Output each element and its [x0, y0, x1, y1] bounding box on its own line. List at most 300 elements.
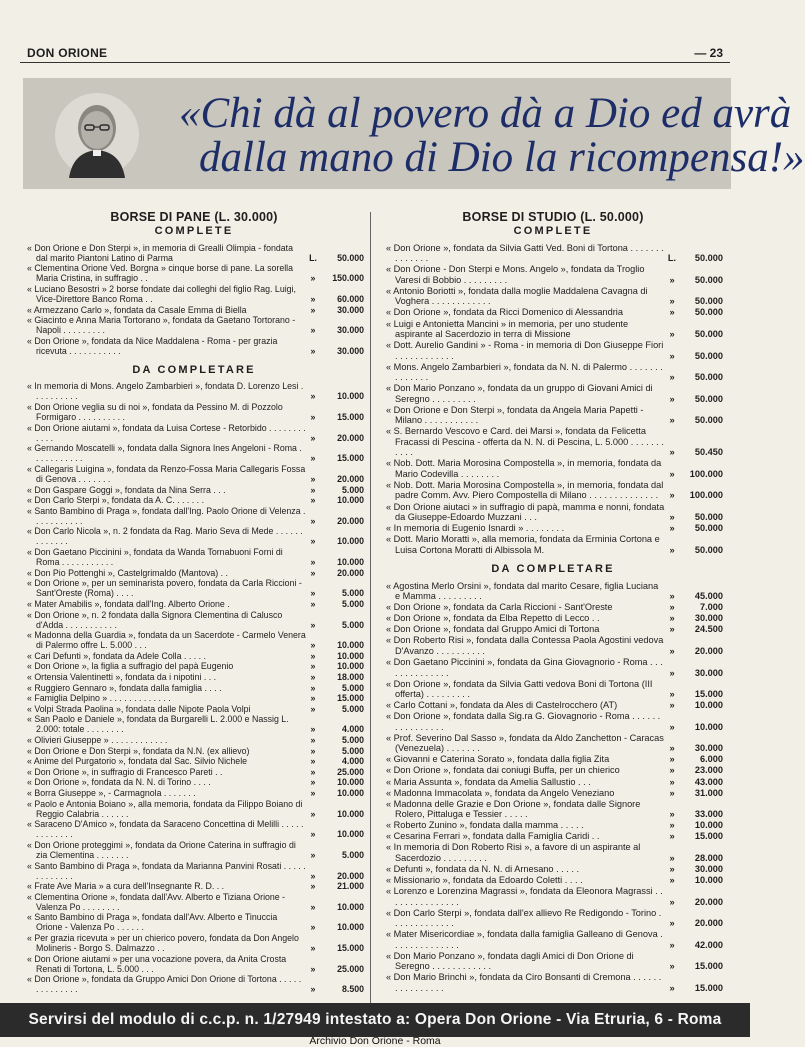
- entry-text: « Don Orione e Don Sterpi », fondata da N.N. (ex allievo): [27, 745, 250, 756]
- entry-currency: »: [310, 273, 316, 284]
- entry-currency: »: [310, 473, 316, 484]
- entry-text: « Don Pio Pottenghi », Castelgrimaldo (Mantova) . .: [27, 567, 228, 578]
- list-item: [383, 864, 723, 874]
- list-item: [24, 243, 364, 263]
- entry-currency: »: [310, 881, 316, 892]
- entry-text: « Don Mario Ponzano », fondata da un gruppo di Giovani Amici di Seregno . . . . . . . . .: [386, 383, 653, 404]
- entry-currency: »: [310, 849, 316, 860]
- right-incomplete-heading: DA COMPLETARE: [491, 563, 615, 576]
- entry-text: « Mons. Angelo Zambarbieri », fondata da N. N. di Palermo . . . . . . . . . . . . . .: [386, 361, 663, 383]
- list-item: [24, 767, 364, 777]
- entry-currency: »: [310, 661, 316, 672]
- right-column: [383, 210, 723, 994]
- entry-amount: 20.000: [337, 567, 364, 578]
- entry-amount: 10.000: [337, 922, 364, 933]
- entry-currency: »: [310, 724, 316, 735]
- entry-text: « Don Gaspare Goggi », fondata da Nina Serra . . .: [27, 484, 226, 495]
- entry-text: « Don Carlo Sterpi », fondata da A. C. . . . . . .: [27, 495, 205, 506]
- right-complete-list: [383, 243, 723, 555]
- entry-currency: »: [310, 766, 316, 777]
- list-item: [24, 954, 364, 974]
- list-item: [24, 819, 364, 839]
- entry-amount: 10.000: [337, 557, 364, 568]
- list-item: [24, 495, 364, 505]
- entry-currency: »: [669, 787, 675, 798]
- list-item: [24, 464, 364, 484]
- list-item: [383, 480, 723, 501]
- entry-amount: 6.000: [700, 754, 723, 765]
- entry-text: « Frate Ave Maria » a cura dell'Insegnante R. D. . .: [27, 881, 225, 892]
- entry-amount: 15.000: [694, 961, 723, 972]
- entry-amount: 28.000: [694, 852, 723, 863]
- list-item: [24, 756, 364, 766]
- entry-amount: 43.000: [694, 776, 723, 787]
- entry-amount: 15.000: [337, 412, 364, 423]
- quote-line-2: dalla mano di Dio la ricompensa!»: [199, 134, 805, 181]
- entry-amount: 10.000: [694, 700, 723, 711]
- entry-text: « Agostina Merlo Orsini », fondata dal marito Cesare, figlia Luciana e Mamma . . . . . . . . .: [386, 580, 659, 602]
- entry-text: « Borra Giuseppe », - Carmagnola . . . . . . .: [27, 788, 196, 799]
- magazine-title: DON ORIONE: [27, 46, 108, 60]
- list-item: [383, 799, 723, 820]
- entry-amount: 31.000: [694, 787, 723, 798]
- right-section-title: BORSE DI STUDIO (L. 50.000): [462, 210, 644, 224]
- entry-currency: »: [669, 875, 675, 886]
- list-item: [24, 651, 364, 661]
- entry-text: « Luigi e Antonietta Mancini » in memoria, per uno studente aspirante al Sacerdozio in terra di Missione: [386, 318, 629, 340]
- entry-text: « Missionario », fondata da Edoardo Coletti . . . .: [386, 875, 583, 886]
- list-item: [24, 423, 364, 443]
- list-item: [383, 700, 723, 710]
- entry-currency: »: [669, 831, 675, 842]
- entry-amount: 50.000: [694, 544, 723, 555]
- entry-text: « Don Roberto Risi », fondata dalla Contessa Paola Agostini vedova D'Avanzo . . . . . . . . . .: [386, 635, 664, 656]
- entry-currency: »: [310, 598, 316, 609]
- list-item: [24, 912, 364, 932]
- entry-text: « Nob. Dott. Maria Morosina Compostella », in memoria, fondata da Mario Codevilla . . . . . . . .: [386, 458, 662, 479]
- entry-currency: »: [669, 820, 675, 831]
- entry-text: « Don Orione », fondata da Ricci Domenico di Alessandria: [386, 307, 623, 318]
- entry-amount: 10.000: [337, 650, 364, 661]
- entry-amount: 20.000: [337, 432, 364, 443]
- entry-currency: »: [310, 943, 316, 954]
- entry-currency: »: [669, 852, 675, 863]
- entry-text: « Clementina Orione », fondata dall'Avv. Alberto e Tiziana Orione - Valenza Po . . . . . . . .: [27, 891, 286, 912]
- entry-currency: »: [669, 896, 675, 907]
- entry-text: « Don Orione », n. 2 fondata dalla Signora Clementina di Calusco d'Adda . . . . . . . . . . .: [27, 609, 283, 630]
- entry-text: « Carlo Cottani », fondata da Ales di Castelrocchero (AT): [386, 700, 618, 711]
- entry-amount: 18.000: [337, 671, 364, 682]
- list-item: [383, 929, 723, 950]
- list-item: [383, 657, 723, 678]
- entry-amount: 50.000: [694, 329, 723, 340]
- list-item: [24, 568, 364, 578]
- entry-text: « Don Gaetano Piccinini », fondata da Wanda Tornabuoni Forni di Roma . . . . . . . . . . .: [27, 547, 283, 568]
- entry-amount: 50.000: [694, 415, 723, 426]
- entry-currency: »: [669, 296, 675, 307]
- entry-amount: 15.000: [694, 982, 723, 993]
- entry-amount: 21.000: [337, 881, 364, 892]
- archive-caption: Archivio Don Orione - Roma: [309, 1035, 441, 1047]
- list-item: [383, 754, 723, 764]
- list-item: [24, 402, 364, 422]
- list-item: [383, 286, 723, 307]
- entry-amount: 30.000: [694, 613, 723, 624]
- list-item: [383, 523, 723, 533]
- entry-currency: »: [310, 557, 316, 568]
- entry-currency: »: [310, 567, 316, 578]
- entry-amount: 10.000: [337, 829, 364, 840]
- entry-currency: »: [669, 645, 675, 656]
- entry-amount: 10.000: [337, 901, 364, 912]
- entry-amount: 24.500: [694, 624, 723, 635]
- entry-amount: 20.000: [337, 515, 364, 526]
- entry-currency: »: [669, 689, 675, 700]
- left-incomplete-heading: DA COMPLETARE: [132, 363, 256, 376]
- entry-amount: 50.000: [694, 307, 723, 318]
- entry-text: « Don Orione », fondata da N. N. di Torino . . . .: [27, 777, 211, 788]
- entry-amount: 15.000: [337, 693, 364, 704]
- entry-amount: 50.000: [694, 350, 723, 361]
- entry-text: « Don Orione », fondata da Silvia Gatti vedova Boni di Tortona (III offerta) . . . . . . . . .: [386, 678, 653, 700]
- entry-currency: »: [310, 650, 316, 661]
- list-item: [383, 733, 723, 754]
- entry-amount: 25.000: [337, 766, 364, 777]
- list-item: [24, 693, 364, 703]
- entry-amount: 10.000: [694, 721, 723, 732]
- entry-amount: 15.000: [694, 831, 723, 842]
- entry-text: « Don Orione », per un seminarista povero, fondata da Carla Riccioni - Sant'Oreste (Roma) . . . .: [27, 578, 302, 599]
- list-item: [24, 672, 364, 682]
- column-divider: [370, 212, 371, 1007]
- list-item: [24, 547, 364, 567]
- entry-text: « Don Orione aiutami » per una vocazione povera, da Anita Crosta Renati di Tortona, L. 5.000 . . .: [27, 953, 287, 974]
- entry-amount: 5.000: [341, 682, 364, 693]
- list-item: [24, 799, 364, 819]
- payment-footer: Servirsi del modulo di c.c.p. n. 1/27949 intestato a: Opera Don Orione - Via Etruria, 6 - Roma: [0, 1003, 750, 1037]
- entry-currency: »: [310, 484, 316, 495]
- entry-currency: L.: [667, 253, 677, 264]
- list-item: [24, 506, 364, 526]
- entry-text: « Defunti », fondata da N. N. di Arnesano . . . . .: [386, 863, 580, 874]
- entry-amount: 150.000: [332, 273, 364, 284]
- list-item: [383, 426, 723, 457]
- entry-currency: »: [310, 391, 316, 402]
- entry-amount: 10.000: [337, 777, 364, 788]
- entry-currency: »: [310, 693, 316, 704]
- entry-text: « Cesarina Ferrari », fondata dalla Famiglia Caridi . .: [386, 831, 600, 842]
- list-item: [24, 735, 364, 745]
- entry-text: « S. Bernardo Vescovo e Card. dei Marsi », fondata da Felicetta Fracassi di Pescina - offerta da N. N. di Pescina, L. 5.000 . . . . . . . . . . .: [386, 426, 664, 458]
- entry-currency: »: [310, 345, 316, 356]
- entry-currency: »: [310, 901, 316, 912]
- entry-currency: »: [669, 961, 675, 972]
- entry-currency: »: [310, 412, 316, 423]
- entry-text: « Don Orione », fondata dalla Sig.ra G. Giovagnorio - Roma . . . . . . . . . . . . . . . .: [386, 711, 661, 732]
- entry-currency: »: [669, 667, 675, 678]
- left-complete-heading: COMPLETE: [154, 225, 234, 238]
- entry-amount: 10.000: [337, 536, 364, 547]
- left-column: [24, 210, 364, 995]
- list-item: [24, 485, 364, 495]
- entry-amount: 20.000: [694, 645, 723, 656]
- entry-text: « Cari Defunti », fondata da Adele Colla . . . . .: [27, 650, 206, 661]
- entry-text: « Don Orione », fondata dai coniugi Buffa, per un chierico: [386, 765, 620, 776]
- entry-currency: »: [669, 700, 675, 711]
- entry-currency: »: [310, 703, 316, 714]
- entry-amount: 10.000: [694, 875, 723, 886]
- entry-currency: »: [669, 591, 675, 602]
- entry-text: « Lorenzo e Lorenzina Magrassi », fondata da Eleonora Magrassi . . . . . . . . . . . . . . .: [386, 886, 663, 907]
- entry-amount: 30.000: [337, 325, 364, 336]
- entry-text: « Madonna della Guardia », fondata da un Sacerdote - Carmelo Venera di Palermo offre L. 5.000 . . .: [27, 630, 306, 651]
- entry-currency: »: [310, 745, 316, 756]
- list-item: [383, 711, 723, 732]
- entry-currency: »: [310, 829, 316, 840]
- entry-currency: »: [669, 939, 675, 950]
- entry-text: « In memoria di Eugenio Isnardi » . . . . . . . .: [386, 523, 565, 534]
- list-item: [383, 820, 723, 830]
- entry-currency: »: [310, 588, 316, 599]
- left-complete-list: [24, 243, 364, 356]
- entry-text: « Clementina Orione Ved. Borgna » cinque borse di pane. La sorella Maria Cristina, in suffragio . .: [27, 263, 294, 284]
- list-item: [383, 319, 723, 340]
- entry-currency: »: [669, 544, 675, 555]
- right-complete-heading: COMPLETE: [513, 225, 593, 238]
- entry-currency: »: [669, 721, 675, 732]
- entry-currency: »: [669, 447, 675, 458]
- entry-currency: »: [310, 515, 316, 526]
- entry-amount: 20.000: [694, 896, 723, 907]
- entry-text: « Gernando Moscatelli », fondata dalla Signora Ines Angeloni - Roma . . . . . . . . . . .: [27, 443, 302, 464]
- entry-text: « Saraceno D'Amico », fondata da Saraceno Concettina di Melilli . . . . . . . . . . . . .: [27, 819, 304, 840]
- entry-currency: »: [669, 350, 675, 361]
- entry-currency: »: [310, 682, 316, 693]
- entry-text: « Don Mario Brinchi », fondata da Ciro Bonsanti di Cremona . . . . . . . . . . . . . . . .: [386, 972, 662, 993]
- entry-currency: »: [310, 453, 316, 464]
- entry-amount: 5.000: [341, 588, 364, 599]
- entry-amount: 15.000: [337, 943, 364, 954]
- entry-amount: 10.000: [337, 788, 364, 799]
- entry-text: « Don Orione aiutami », fondata da Luisa Cortese - Retorbido . . . . . . . . . . . .: [27, 422, 306, 443]
- entry-currency: »: [669, 624, 675, 635]
- entry-currency: »: [669, 274, 675, 285]
- entry-currency: »: [310, 671, 316, 682]
- entry-currency: »: [310, 294, 316, 305]
- entry-currency: »: [669, 523, 675, 534]
- entry-currency: »: [310, 922, 316, 933]
- list-item: [383, 679, 723, 700]
- entry-currency: »: [310, 788, 316, 799]
- list-item: [24, 788, 364, 798]
- entry-currency: »: [669, 754, 675, 765]
- entry-amount: 10.000: [337, 640, 364, 651]
- entry-text: « Don Orione », fondata da Carla Riccioni - Sant'Oreste: [386, 602, 613, 613]
- entry-text: « Mater Misericordiae », fondata dalla famiglia Galleano di Genova . . . . . . . . . . . . . .: [386, 929, 663, 950]
- list-item: [383, 602, 723, 612]
- right-incomplete-list: [383, 581, 723, 994]
- list-item: [383, 534, 723, 555]
- entry-amount: 15.000: [337, 453, 364, 464]
- page-number: — 23: [694, 46, 723, 60]
- list-item: [383, 362, 723, 383]
- entry-text: « Armezzano Carlo », fondata da Casale Emma di Biella: [27, 304, 247, 315]
- list-item: [383, 972, 723, 993]
- entry-amount: 5.000: [341, 619, 364, 630]
- entry-amount: 33.000: [694, 809, 723, 820]
- entry-amount: 5.000: [341, 598, 364, 609]
- entry-currency: »: [669, 918, 675, 929]
- entry-text: « Madonna delle Grazie e Don Orione », fondata dalle Signore Rolero, Pittaluga e Tessier . . . . .: [386, 798, 641, 820]
- entry-text: « Famiglia Delpino » . . . . . . . . . . . . .: [27, 693, 171, 704]
- entry-text: « In memoria di Mons. Angelo Zambarbieri », fondata D. Lorenzo Lesi . . . . . . . . . .: [27, 381, 304, 402]
- list-item: [383, 613, 723, 623]
- list-item: [24, 630, 364, 650]
- quote-line-1: «Chi dà al povero dà a Dio ed avrà: [179, 90, 792, 137]
- entry-text: « Don Orione », fondata da Nice Maddalena - Roma - per grazia ricevuta . . . . . . . . . . .: [27, 335, 278, 356]
- entry-text: « Callegaris Luigina », fondata da Renzo-Fossa Maria Callegaris Fossa di Genova . . . . . . .: [27, 463, 306, 484]
- list-item: [24, 599, 364, 609]
- list-item: [24, 526, 364, 546]
- entry-amount: 5.000: [341, 703, 364, 714]
- entry-text: « Don Orione », in suffragio di Francesco Pareti . .: [27, 766, 223, 777]
- entry-currency: »: [310, 777, 316, 788]
- entry-text: « Don Orione », fondata da Gruppo Amici Don Orione di Tortona . . . . . . . . . . . . . .: [27, 974, 302, 995]
- entry-text: « San Paolo e Daniele », fondata da Burgarelli L. 2.000 e Nassig L. 2.000: totale . . . . . . . .: [27, 714, 289, 735]
- list-item: [24, 336, 364, 356]
- entry-currency: »: [669, 602, 675, 613]
- entry-currency: »: [669, 982, 675, 993]
- list-item: [24, 263, 364, 283]
- entry-text: « Ortensia Valentinetti », fondata da i nipotini . . .: [27, 671, 217, 682]
- left-incomplete-list: [24, 381, 364, 994]
- entry-text: « Maria Assunta », fondata da Amelia Sallustio . . .: [386, 776, 591, 787]
- entry-text: « Prof. Severino Dal Sasso », fondata da Aldo Zanchetton - Caracas (Venezuela) . . . . . . .: [386, 732, 664, 754]
- entry-text: « Mater Amabilis », fondata dall'Ing. Alberto Orione .: [27, 598, 230, 609]
- entry-amount: 10.000: [694, 820, 723, 831]
- quote-banner: [23, 78, 805, 189]
- list-item: [383, 886, 723, 907]
- list-item: [24, 840, 364, 860]
- entry-amount: 30.000: [694, 743, 723, 754]
- entry-amount: 50.000: [694, 296, 723, 307]
- entry-currency: »: [669, 329, 675, 340]
- entry-currency: »: [669, 468, 675, 479]
- entry-currency: »: [669, 776, 675, 787]
- entry-currency: »: [310, 735, 316, 746]
- entry-currency: »: [310, 963, 316, 974]
- entry-text: « Anime del Purgatorio », fondata dal Sac. Silvio Nichele: [27, 756, 248, 767]
- header-rule: [20, 62, 730, 63]
- list-item: [24, 305, 364, 315]
- entry-text: « Don Orione aiutaci » in suffragio di papà, mamma e nonni, fondata da Giuseppe-Edoardo Muzzani . . .: [386, 501, 665, 523]
- entry-amount: 50.450: [694, 447, 723, 458]
- entry-currency: »: [310, 984, 316, 995]
- entry-amount: 4.000: [341, 756, 364, 767]
- list-item: [383, 405, 723, 426]
- list-item: [383, 307, 723, 317]
- list-item: [383, 635, 723, 656]
- entry-text: « Olivieri Giuseppe » . . . . . . . . . . . .: [27, 735, 168, 746]
- list-item: [24, 578, 364, 598]
- entry-currency: »: [310, 325, 316, 336]
- list-item: [24, 777, 364, 787]
- entry-amount: 10.000: [337, 661, 364, 672]
- entry-amount: 50.000: [694, 393, 723, 404]
- entry-amount: 50.000: [694, 523, 723, 534]
- entry-amount: 45.000: [694, 591, 723, 602]
- entry-text: « Volpi Strada Paolina », fondata dalle Nipote Paola Volpi: [27, 703, 251, 714]
- entry-amount: 50.000: [694, 274, 723, 285]
- list-item: [24, 443, 364, 463]
- portrait-icon: [47, 92, 147, 178]
- entry-amount: 42.000: [694, 939, 723, 950]
- entry-amount: 100.000: [689, 468, 723, 479]
- list-item: [383, 502, 723, 523]
- entry-currency: »: [310, 304, 316, 315]
- entry-text: « Don Orione », fondata da Elba Repetto di Lecco . .: [386, 613, 600, 624]
- entry-text: « Don Orione », fondata dal Gruppo Amici di Tortona: [386, 624, 600, 635]
- entry-amount: 23.000: [694, 765, 723, 776]
- entry-text: « Don Gaetano Piccinini », fondata da Gina Giovagnorio - Roma . . . . . . . . . . . . . .: [386, 657, 663, 678]
- entry-text: « Antonio Boriotti », fondata dalla moglie Maddalena Cavagna di Voghera . . . . . . . . . . . .: [386, 285, 648, 307]
- list-item: [383, 831, 723, 841]
- entry-amount: 20.000: [337, 473, 364, 484]
- entry-currency: »: [310, 432, 316, 443]
- entry-amount: 20.000: [337, 870, 364, 881]
- entry-amount: 20.000: [694, 918, 723, 929]
- entry-currency: »: [669, 613, 675, 624]
- entry-amount: 100.000: [689, 490, 723, 501]
- entry-text: « Don Carlo Nicola », n. 2 fondata da Rag. Mario Seva di Mede . . . . . . . . . . . . .: [27, 526, 303, 547]
- entry-text: « Nob. Dott. Maria Morosina Compostella », in memoria, fondata dal padre Comm. Avv. Piero Compostella di Milano . . . . . . . . . . . . . .: [386, 479, 664, 501]
- entry-currency: »: [669, 809, 675, 820]
- entry-amount: 60.000: [337, 294, 364, 305]
- entry-amount: 30.000: [337, 304, 364, 315]
- list-item: [383, 908, 723, 929]
- entry-amount: 5.000: [341, 484, 364, 495]
- entry-text: « Dott. Mario Moratti », alla memoria, fondata da Erminia Cortona e Luisa Cortona Moratti di Albissola M.: [386, 534, 660, 555]
- list-item: [383, 951, 723, 972]
- entry-currency: »: [310, 536, 316, 547]
- list-item: [24, 381, 364, 401]
- entry-currency: »: [669, 415, 675, 426]
- entry-currency: »: [669, 490, 675, 501]
- entry-text: « Don Mario Ponzano », fondata dagli Amici di Don Orione di Seregno . . . . . . . . . . . .: [386, 950, 634, 972]
- list-item: [24, 714, 364, 734]
- entry-amount: 25.000: [337, 963, 364, 974]
- list-item: [24, 974, 364, 994]
- entry-amount: 50.000: [694, 372, 723, 383]
- entry-currency: »: [669, 765, 675, 776]
- entry-amount: 30.000: [694, 667, 723, 678]
- entry-currency: »: [310, 640, 316, 651]
- entry-text: « Don Orione proteggimi », fondata da Orione Caterina in suffragio di zia Clementina . . . . . . .: [27, 839, 296, 860]
- list-item: [383, 875, 723, 885]
- entry-amount: 15.000: [694, 689, 723, 700]
- entry-text: « Per grazia ricevuta » per un chierico povero, fondata da Don Angelo Molineris - Borgo S. Dalmazzo . .: [27, 933, 299, 954]
- entry-text: « Don Orione e Don Sterpi », in memoria di Grealli Olimpia - fondata dal marito Piantoni Latino di Parma: [27, 242, 293, 263]
- list-item: [24, 683, 364, 693]
- entry-amount: 50.000: [337, 252, 364, 263]
- entry-text: « Don Orione - Don Sterpi e Mons. Angelo », fondata da Troglio Varesi di Bobbio . . . . . . . . .: [386, 264, 645, 285]
- entry-amount: 10.000: [337, 808, 364, 819]
- entry-text: « Don Orione e Don Sterpi », fondata da Angela Maria Papetti - Milano . . . . . . . . . . .: [386, 404, 644, 426]
- list-item: [24, 661, 364, 671]
- entry-text: « Santo Bambino di Praga », fondata dall'Ing. Paolo Orione di Velenza . . . . . . . . . . .: [27, 505, 306, 526]
- entry-text: « Don Orione », la figlia a suffragio del papà Eugenio: [27, 661, 234, 672]
- entry-amount: 4.000: [341, 724, 364, 735]
